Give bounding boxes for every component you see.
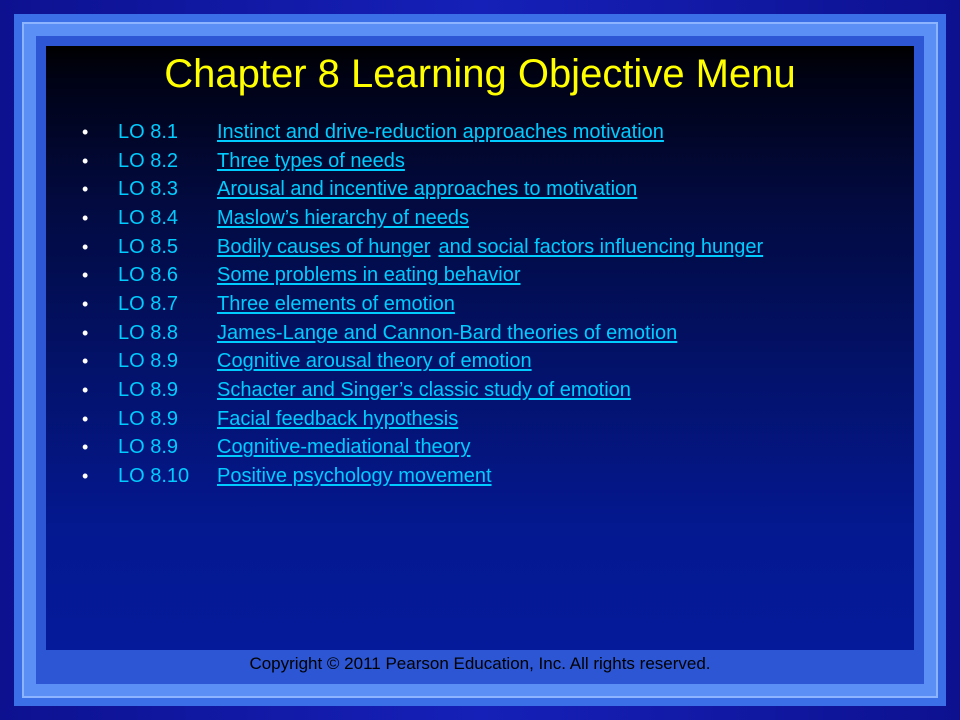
objective-code: LO 8.1 (118, 120, 179, 143)
bullet-icon: • (82, 236, 89, 257)
objective-link[interactable] (118, 293, 455, 316)
bullet-icon: • (82, 150, 89, 171)
objective-text: Maslow’s hierarchy of needs (217, 206, 469, 229)
objective-item (80, 319, 763, 348)
objective-text: Facial feedback hypothesis (217, 407, 459, 430)
bullet-icon: • (82, 351, 89, 372)
objective-text: Some problems in eating behavior (217, 264, 521, 287)
objective-item (80, 405, 763, 434)
bullet-icon: • (82, 179, 89, 200)
objective-text: Positive psychology movement (217, 465, 492, 488)
bullet-icon: • (82, 293, 89, 314)
objective-item (80, 147, 763, 176)
objective-text: Bodily causes of hunger (217, 235, 431, 258)
objective-code: LO 8.9 (118, 350, 179, 373)
objective-text: Cognitive-mediational theory (217, 436, 471, 459)
objective-text: Instinct and drive-reduction approaches motivation (217, 120, 664, 143)
objective-link[interactable] (118, 408, 458, 431)
objective-code: LO 8.8 (118, 321, 179, 344)
objective-link[interactable] (118, 350, 532, 373)
objective-link[interactable] (118, 236, 430, 259)
objective-code: LO 8.9 (118, 407, 179, 430)
objective-text: Arousal and incentive approaches to motivation (217, 178, 638, 201)
bullet-icon: • (82, 466, 89, 487)
objective-link[interactable] (118, 322, 677, 345)
bullet-icon: • (82, 265, 89, 286)
bullet-icon: • (82, 437, 89, 458)
objective-link[interactable] (118, 150, 405, 173)
objective-item (80, 376, 763, 405)
objective-text: James-Lange and Cannon-Bard theories of emotion (217, 321, 678, 344)
objective-link[interactable] (118, 436, 470, 459)
objective-text: Three types of needs (217, 149, 405, 172)
bullet-icon: • (82, 380, 89, 401)
objective-link[interactable] (118, 121, 664, 144)
objective-item (80, 462, 763, 491)
bullet-icon: • (82, 408, 89, 429)
objective-item (80, 434, 763, 463)
objective-list (80, 118, 763, 491)
objective-link-secondary[interactable]: and social factors influencing hunger (438, 235, 764, 258)
objective-item (80, 118, 763, 147)
bullet-icon: • (82, 322, 89, 343)
objective-code: LO 8.6 (118, 264, 179, 287)
objective-link[interactable] (118, 178, 637, 201)
objective-code: LO 8.2 (118, 149, 179, 172)
objective-code: LO 8.3 (118, 178, 179, 201)
objective-text: Three elements of emotion (217, 292, 455, 315)
objective-code: LO 8.7 (118, 292, 179, 315)
objective-item (80, 261, 763, 290)
objective-code: LO 8.4 (118, 206, 179, 229)
objective-item (80, 175, 763, 204)
objective-text: Schacter and Singer’s classic study of emotion (217, 379, 631, 402)
objective-code: LO 8.9 (118, 436, 179, 459)
objective-link[interactable] (118, 465, 492, 488)
objective-item (80, 348, 763, 377)
copyright-notice: Copyright © 2011 Pearson Education, Inc. All rights reserved. (249, 654, 711, 673)
objective-code: LO 8.9 (118, 379, 179, 402)
objective-link[interactable] (118, 264, 521, 287)
objective-code: LO 8.5 (118, 235, 179, 258)
objective-link[interactable] (118, 379, 631, 402)
objective-code: LO 8.10 (118, 465, 190, 488)
bullet-icon: • (82, 207, 89, 228)
objective-text: Cognitive arousal theory of emotion (217, 350, 532, 373)
objective-item (80, 204, 763, 233)
objective-item (80, 290, 763, 319)
bullet-icon: • (82, 121, 89, 142)
objective-link[interactable] (118, 207, 469, 230)
slide-title: Chapter 8 Learning Objective Menu (164, 52, 796, 96)
objective-item (80, 233, 763, 262)
